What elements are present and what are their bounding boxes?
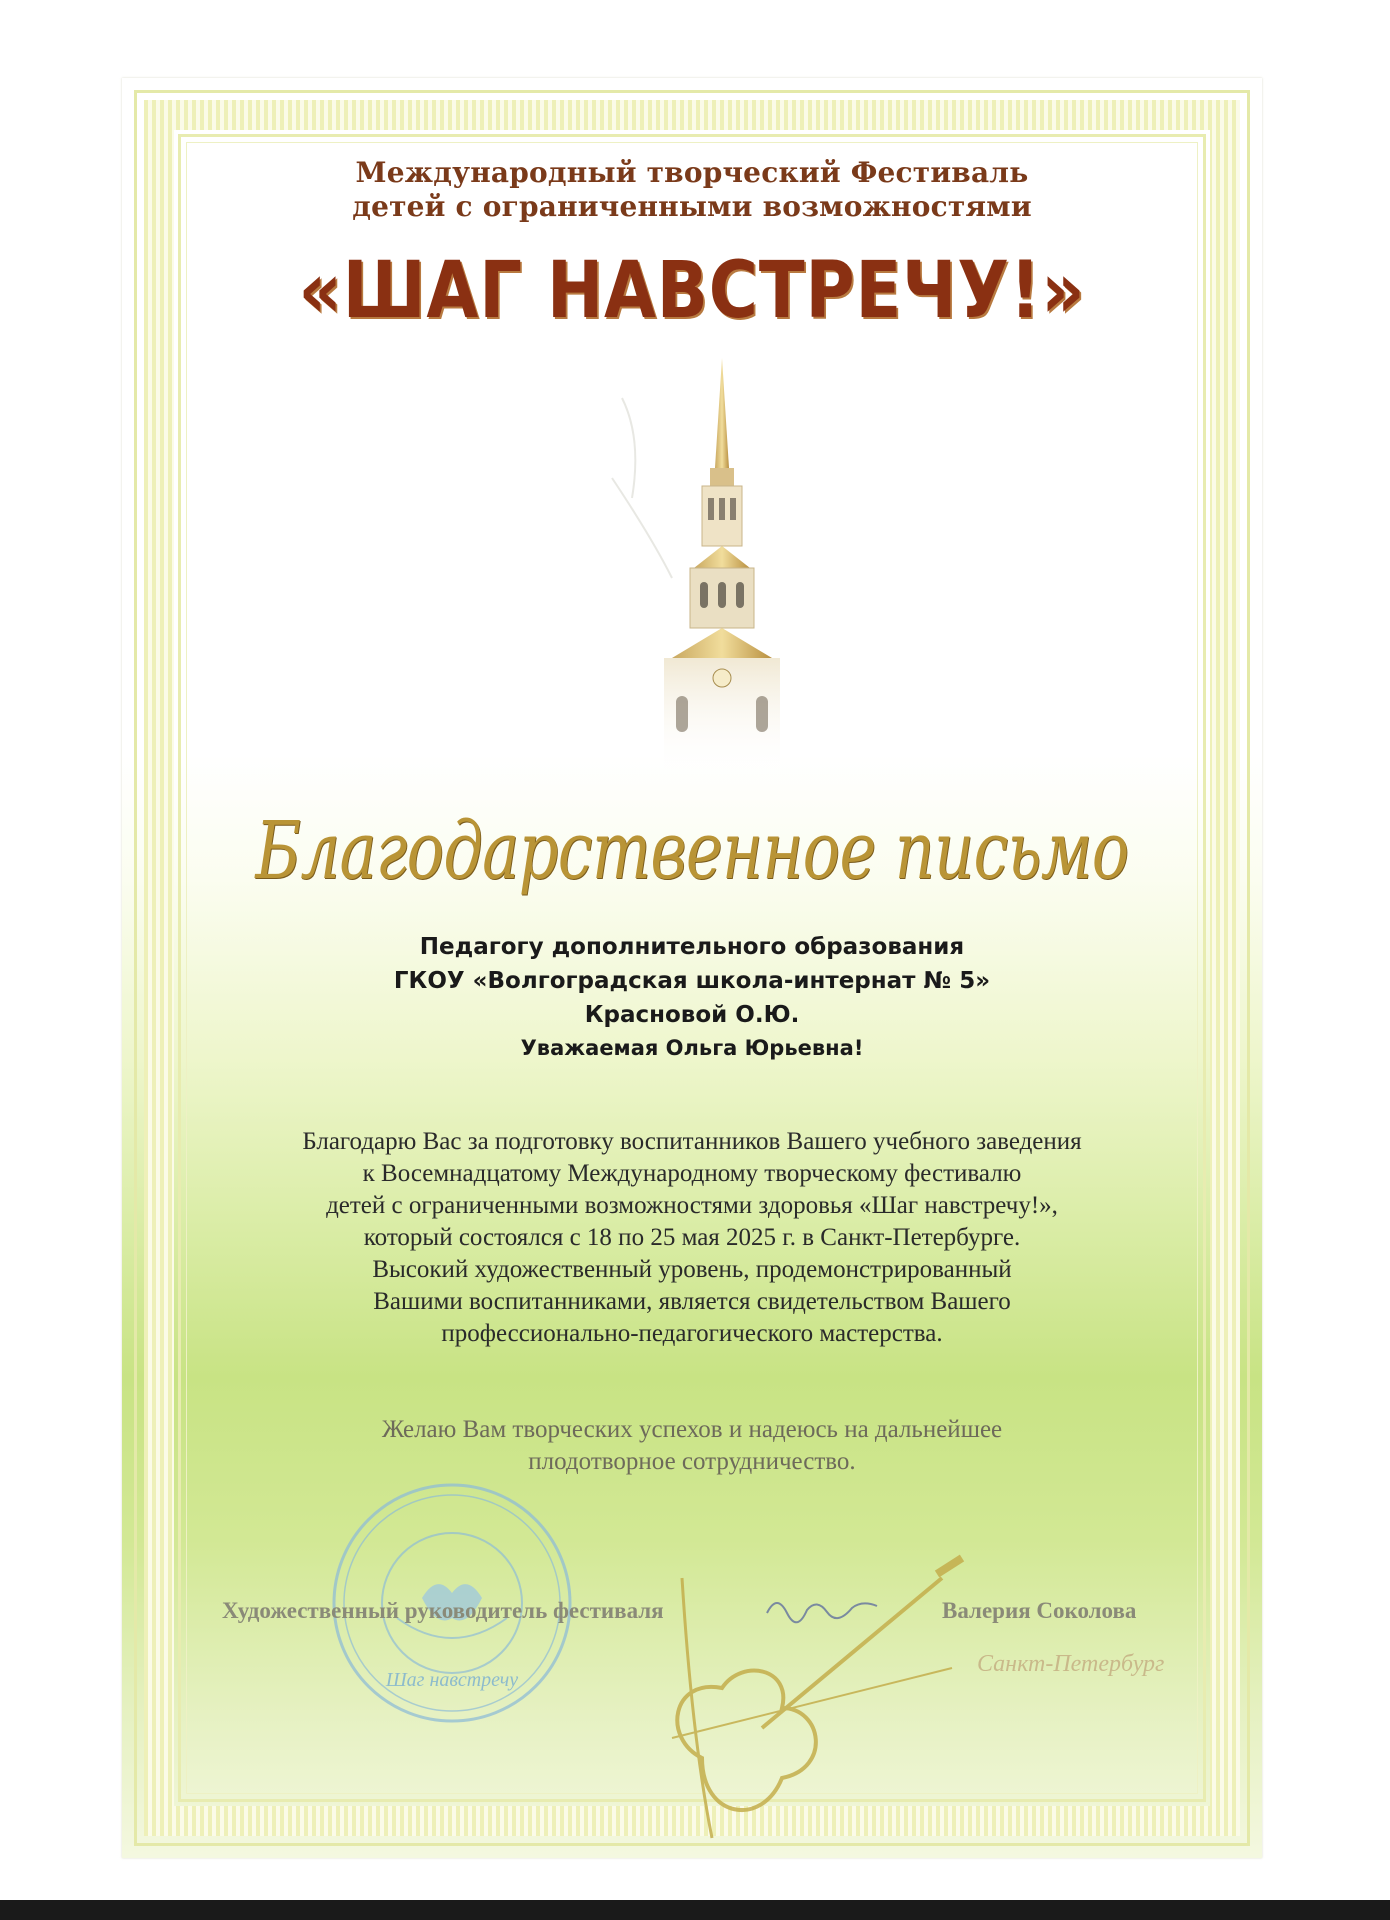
certificate-page bbox=[122, 78, 1262, 1858]
body-line: детей с ограниченными возможностями здоровья «Шаг навстречу!», bbox=[326, 1192, 1058, 1219]
recipient-organization: ГКОУ «Волгоградская школа-интернат № 5» bbox=[393, 968, 991, 994]
body-paragraph bbox=[122, 1126, 1262, 1350]
signatory-name: Валерия Соколова bbox=[942, 1598, 1137, 1623]
closing-paragraph bbox=[122, 1414, 1262, 1478]
body-line: Вашими воспитанниками, является свидетельством Вашего bbox=[373, 1288, 1011, 1315]
recipient-name: Красновой О.Ю. bbox=[584, 1002, 800, 1028]
signature-city: Санкт-Петербург bbox=[977, 1651, 1165, 1677]
festival-name-line1: Международный творческий Фестиваль bbox=[355, 156, 1029, 189]
letter-title: Благодарственное письмо bbox=[255, 804, 1129, 897]
recipient-position: Педагогу дополнительного образования bbox=[419, 934, 965, 960]
closing-line: Желаю Вам творческих успехов и надеюсь на дальнейшее bbox=[381, 1416, 1003, 1443]
violin-image bbox=[642, 1538, 972, 1858]
body-line: профессионально-педагогического мастерства. bbox=[441, 1320, 943, 1347]
scan-edge bbox=[0, 1900, 1390, 1920]
festival-title: «ШАГ НАВСТРЕЧУ!» bbox=[298, 246, 1086, 336]
stamp-text: Шаг навстречу bbox=[385, 1669, 519, 1691]
greeting: Уважаемая Ольга Юрьевна! bbox=[520, 1036, 864, 1060]
body-line: который состоялся с 18 по 25 мая 2025 г. в Санкт-Петербурге. bbox=[363, 1224, 1021, 1251]
body-line: Благодарю Вас за подготовку воспитанников Вашего учебного заведения bbox=[302, 1128, 1082, 1155]
body-line: Высокий художественный уровень, продемонстрированный bbox=[372, 1256, 1012, 1283]
cathedral-spire-image bbox=[602, 358, 842, 788]
handwritten-signature bbox=[762, 1588, 882, 1628]
festival-name-line2: детей с ограниченными возможностями bbox=[352, 190, 1032, 223]
signatory-role: Художественный руководитель фестиваля bbox=[222, 1598, 664, 1623]
body-line: к Восемнадцатому Международному творческому фестивалю bbox=[362, 1160, 1022, 1187]
closing-line: плодотворное сотрудничество. bbox=[528, 1448, 856, 1475]
